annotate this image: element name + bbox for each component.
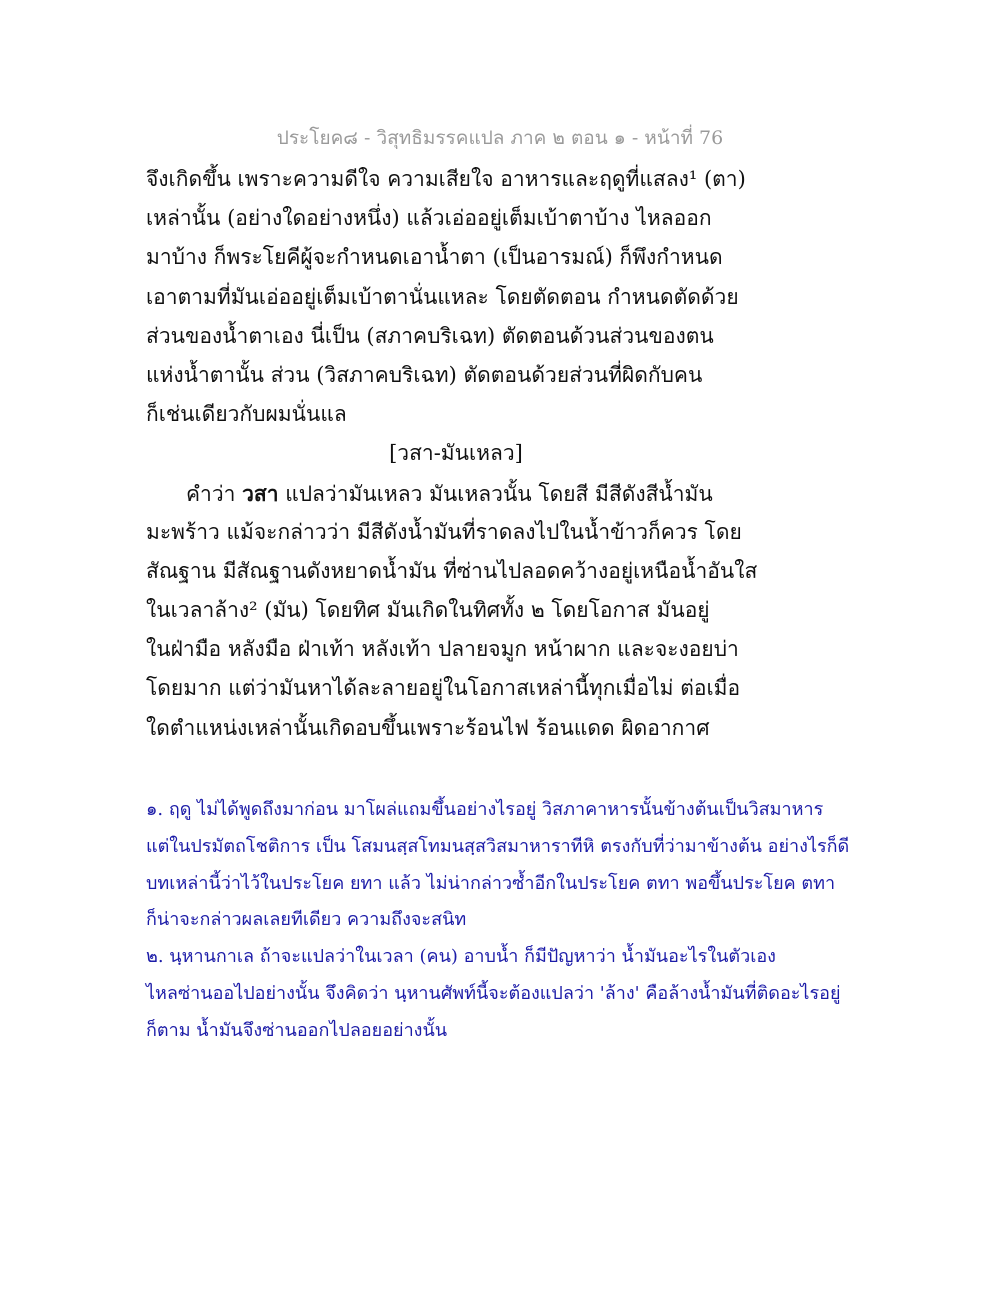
body-line: สัณฐาน มีสัณฐานดังหยาดน้ำมัน ที่ซ่านไปลอดคว้างอยู่เหนือน้ำอันใส — [146, 558, 758, 583]
footnote-line: ก็ตาม น้ำมันจึงซ่านออกไปลอยอย่างนั้น — [146, 1019, 448, 1041]
body-line: มะพร้าว แม้จะกล่าวว่า มีสีดังน้ำมันที่ราดลงไปในน้ำข้าวก็ควร โดย — [146, 519, 742, 544]
footnote-line: ๒. นฺหานกาเล ถ้าจะแปลว่าในเวลา (คน) อาบน้ำ ก็มีปัญหาว่า น้ำมันอะไรในตัวเอง — [146, 946, 776, 968]
footnote-line: ไหลซ่านออไปอย่างนั้น จึงคิดว่า นฺหานศัพท์นี้จะต้องแปลว่า 'ล้าง' คือล้างน้ำมันที่ติดอะไรอยู่ — [146, 982, 841, 1004]
footnote-line: บทเหล่านี้ว่าไว้ในประโยค ยทา แล้ว ไม่น่ากล่าวซ้ำอีกในประโยค ตทา พอขึ้นประโยค ตทา — [146, 872, 836, 894]
body-line: โดยมาก แต่ว่ามันหาได้ละลายอยู่ในโอกาสเหล่านี้ทุกเมื่อไม่ ต่อเมื่อ — [146, 676, 741, 701]
body-line: เอาตามที่มันเอ่ออยู่เต็มเบ้าตานั่นแหละ โดยตัดตอน กำหนดตัดด้วย — [146, 284, 739, 309]
footnote-line: ก็น่าจะกล่าวผลเลยทีเดียว ความถึงจะสนิท — [146, 909, 467, 931]
section-heading: [วสา-มันเหลว] — [389, 441, 523, 466]
body-line: จึงเกิดขึ้น เพราะความดีใจ ความเสียใจ อาหารและฤดูที่แสลง¹ (ตา) — [146, 167, 746, 191]
body-line: ในฝ่ามือ หลังมือ ฝ่าเท้า หลังเท้า ปลายจมูก หน้าผาก และจะงอยบ่า — [146, 637, 739, 662]
body-text — [146, 160, 886, 748]
body-text-fragment: แปลว่ามันเหลว มันเหลวนั้น โดยสี มีสีดังสีน้ำมัน — [278, 481, 713, 506]
term-vasa: วสา — [242, 480, 279, 506]
body-line: แห่งน้ำตานั้น ส่วน (วิสภาคบริเฉท) ตัดตอนด้วยส่วนที่ผิดกับคน — [146, 362, 703, 387]
body-line — [146, 474, 886, 513]
body-line: ใดตำแหน่งเหล่านั้นเกิดอบขึ้นเพราะร้อนไฟ ร้อนแดด ผิดอากาศ — [146, 715, 710, 740]
body-text-fragment: คำว่า — [186, 481, 243, 506]
footnotes — [146, 792, 866, 1050]
body-line: เหล่านั้น (อย่างใดอย่างหนึ่ง) แล้วเอ่ออยู่เต็มเบ้าตาบ้าง ไหลออก — [146, 206, 712, 231]
body-line: ส่วนของน้ำตาเอง นี่เป็น (สภาคบริเฉท) ตัดตอนด้วนส่วนของตน — [146, 323, 714, 348]
footnote-line: แต่ในปรมัตถโชติการ เป็น โสมนสฺสโทมนสฺสวิสมาหาราทีหิ ตรงกับที่ว่ามาข้างต้น อย่างไรก็ดี — [146, 835, 850, 857]
page-header: ประโยค๘ - วิสุทธิมรรคแปล ภาค ๒ ตอน ๑ - หน้าที่ 76 — [276, 127, 724, 149]
body-line: ก็เช่นเดียวกับผมนั่นแล — [146, 402, 347, 427]
body-line: มาบ้าง ก็พระโยคีผู้จะกำหนดเอาน้ำตา (เป็นอารมณ์) ก็พึงกำหนด — [146, 245, 723, 270]
footnote-line: ๑. ฤดู ไม่ได้พูดถึงมาก่อน มาโผล่แถมขึ้นอย่างไรอยู่ วิสภาคาหารนั้นข้างต้นเป็นวิสมาหาร — [146, 799, 824, 820]
body-line: ในเวลาล้าง² (มัน) โดยทิศ มันเกิดในทิศทั้ง ๒ โดยโอกาส มันอยู่ — [146, 598, 710, 623]
